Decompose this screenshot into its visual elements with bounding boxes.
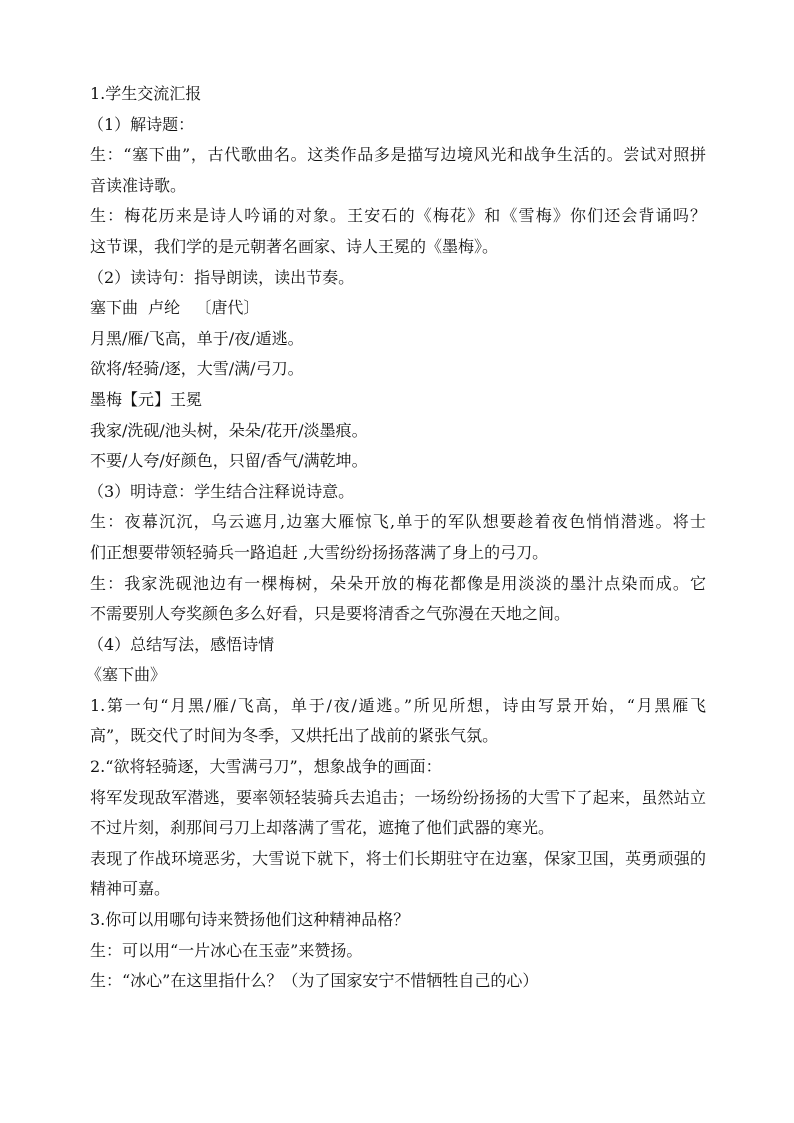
paragraph-line: 生：我家洗砚池边有一棵梅树，朵朵开放的梅花都像是用淡淡的墨汁点染而成。它 xyxy=(90,573,706,593)
subheading-read-poem: （2）读诗句：指导朗读，读出节奏。 xyxy=(88,267,355,287)
poem-line: 月黑/雁/飞高，单于/夜/遁逃。 xyxy=(90,328,304,348)
paragraph-line: 生：可以用“一片冰心在玉壶”来赞扬。 xyxy=(90,940,363,960)
subheading-poem-meaning: （3）明诗意：学生结合注释说诗意。 xyxy=(88,481,355,501)
paragraph-line: 1.第一句“月黑/雁/飞高，单于/夜/遁逃。”所见所想，诗由写景开始，“月黑雁飞 xyxy=(90,695,706,715)
paragraph-line: 高”，既交代了时间为冬季，又烘托出了战前的紧张气氛。 xyxy=(90,726,499,746)
poem-reference: 《塞下曲》 xyxy=(86,665,167,685)
poem-title: 墨梅【元】王冕 xyxy=(90,389,203,409)
poem-line: 我家/洗砚/池头树，朵朵/花开/淡墨痕。 xyxy=(90,420,368,440)
paragraph-line: 生：梅花历来是诗人吟诵的对象。王安石的《梅花》和《雪梅》你们还会背诵吗？ xyxy=(90,206,706,226)
paragraph-line: 2.“欲将轻骑逐，大雪满弓刀”，想象战争的画面： xyxy=(90,757,442,777)
paragraph-line: 将军发现敌军潜逃，要率领轻装骑兵去追击；一场纷纷扬扬的大雪下了起来，虽然站立 xyxy=(90,787,706,807)
paragraph-line: 3.你可以用哪句诗来赞扬他们这种精神品格？ xyxy=(90,910,410,930)
paragraph-line: 精神可嘉。 xyxy=(90,879,171,899)
poem-title: 塞下曲 卢纶 〔唐代〕 xyxy=(90,298,260,318)
paragraph-line: 们正想要带领轻骑兵一路追赶 ,大雪纷纷扬扬落满了身上的弓刀。 xyxy=(90,542,549,562)
paragraph-line: 表现了作战环境恶劣，大雪说下就下，将士们长期驻守在边塞，保家卫国，英勇顽强的 xyxy=(90,848,706,868)
paragraph-line: 音读准诗歌。 xyxy=(90,175,187,195)
paragraph-line: 不需要别人夸奖颜色多么好看，只是要将清香之气弥漫在天地之间。 xyxy=(90,604,571,624)
paragraph-line: 生：“塞下曲”，古代歌曲名。这类作品多是描写边境风光和战争生活的。尝试对照拼 xyxy=(90,145,706,165)
section-heading: 1.学生交流汇报 xyxy=(90,84,202,103)
paragraph-line: 这节课，我们学的是元朝著名画家、诗人王冕的《墨梅》。 xyxy=(90,236,499,256)
poem-line: 不要/人夸/好颜色，只留/香气/满乾坤。 xyxy=(90,451,368,471)
poem-line: 欲将/轻骑/逐，大雪/满/弓刀。 xyxy=(90,359,304,379)
paragraph-line: 生：夜幕沉沉，乌云遮月,边塞大雁惊飞,单于的军队想要趁着夜色悄悄潜逃。将士 xyxy=(90,512,706,532)
paragraph-line: 不过片刻，刹那间弓刀上却落满了雪花，遮掩了他们武器的寒光。 xyxy=(90,818,555,838)
paragraph-line: 生：“冰心”在这里指什么？（为了国家安宁不惜牺牲自己的心） xyxy=(90,971,539,991)
subheading-summary: （4）总结写法，感悟诗情 xyxy=(88,634,275,654)
subheading-interpret-title: （1）解诗题： xyxy=(88,114,195,134)
